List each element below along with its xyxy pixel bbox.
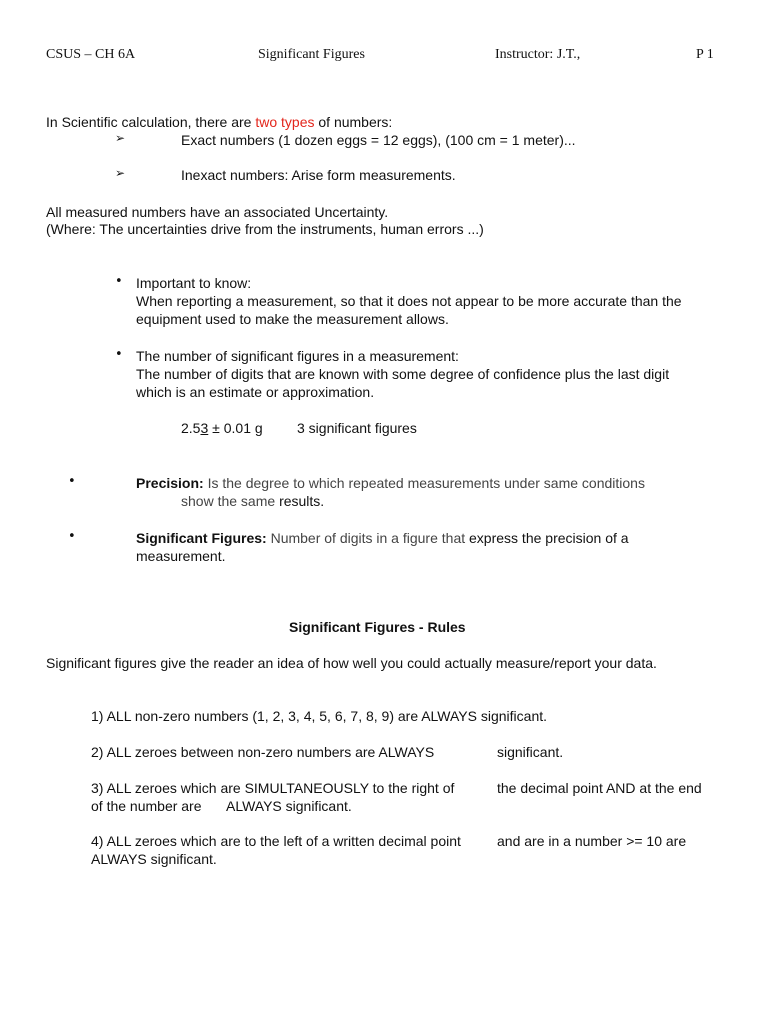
arrow-bullet-icon: ➢ (115, 166, 126, 180)
intro-highlight: two types (255, 114, 315, 130)
bullet-icon: • (68, 474, 76, 489)
exact-numbers: Exact numbers (1 dozen eggs = 12 eggs), (100 cm = 1 meter)... (181, 132, 576, 148)
rules-intro: Significant figures give the reader an idea of how well you could actually measure/report your data. (46, 655, 657, 671)
sigfigs-rest: express the precision of a (469, 530, 629, 546)
important-line2: equipment used to make the measurement allows. (136, 311, 449, 327)
example-underlined: 3 (200, 420, 209, 436)
rule-1: 1) ALL non-zero numbers (1, 2, 3, 4, 5, 6, 7, 8, 9) are ALWAYS significant. (91, 708, 548, 724)
rule-4c: ALWAYS significant. (91, 851, 217, 867)
inexact-numbers: Inexact numbers: Arise form measurements. (181, 167, 456, 183)
bullet-icon: • (115, 274, 123, 289)
uncertainty-line2: (Where: The uncertainties drive from the instruments, human errors ...) (46, 221, 484, 237)
sigfigs-grey: Number of digits in a figure that (266, 530, 470, 546)
rule-2b: significant. (497, 744, 564, 760)
uncertainty-line1: All measured numbers have an associated Uncertainty. (46, 204, 389, 220)
sigfig-def-line2: which is an estimate or approximation. (136, 384, 375, 400)
header-course: CSUS – CH 6A (46, 47, 136, 62)
example-value (181, 419, 263, 437)
rule-4b: and are in a number >= 10 are (497, 833, 687, 849)
precision-text2a: show the same (181, 493, 280, 509)
precision-line1 (136, 474, 645, 492)
header-instructor: Instructor: J.T., (495, 47, 581, 62)
bullet-icon: • (68, 529, 76, 544)
rule-4a: 4) ALL zeroes which are to the left of a written decimal point (91, 833, 461, 849)
intro-line (46, 113, 392, 131)
header-page: P 1 (696, 47, 714, 62)
rule-2a: 2) ALL zeroes between non-zero numbers are ALWAYS (91, 744, 435, 760)
important-title: Important to know: (136, 275, 252, 291)
important-line1: When reporting a measurement, so that it does not appear to be more accurate than the (136, 293, 682, 309)
header-topic: Significant Figures (258, 47, 365, 62)
arrow-bullet-icon: ➢ (115, 131, 126, 145)
bullet-icon: • (115, 347, 123, 362)
intro-post: of numbers: (314, 114, 393, 130)
rule-3b: the decimal point AND at the end (497, 780, 702, 796)
precision-text: Is the degree to which repeated measurements under same conditions (203, 475, 645, 491)
example-note: 3 significant figures (297, 420, 417, 436)
rule-3a: 3) ALL zeroes which are SIMULTANEOUSLY to the right of (91, 780, 455, 796)
intro-pre: In Scientific calculation, there are (46, 114, 256, 130)
sigfigs-term: Significant Figures: (136, 530, 267, 546)
precision-text2b: results. (279, 493, 325, 509)
precision-line2 (181, 492, 324, 510)
sigfig-def-title: The number of significant figures in a measurement: (136, 348, 459, 364)
rules-heading: Significant Figures - Rules (289, 619, 466, 635)
rule-3d: ALWAYS significant. (226, 798, 352, 814)
rule-3c: of the number are (91, 798, 202, 814)
sigfig-def-line1: The number of digits that are known with some degree of confidence plus the last digit (136, 366, 670, 382)
example-post: ± 0.01 g (208, 420, 263, 436)
precision-term: Precision: (136, 475, 204, 491)
example-pre: 2.5 (181, 420, 201, 436)
sigfigs-term-line2: measurement. (136, 548, 226, 564)
sigfigs-term-line1 (136, 529, 629, 547)
